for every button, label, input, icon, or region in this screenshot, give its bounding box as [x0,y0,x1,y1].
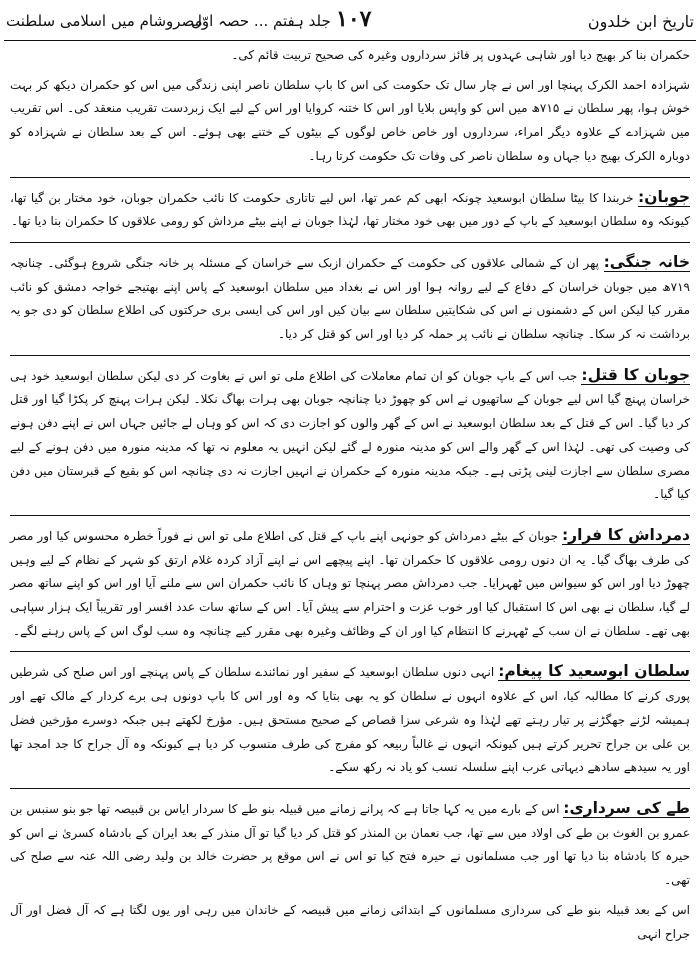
section-heading: خانہ جنگی: [603,252,690,271]
section-jauban-killing [10,364,690,507]
section-divider [10,788,690,789]
paragraph: جوبان کے بیٹے دمرداش کو جونہی اپنے باپ کے قتل کی اطلاع ملی تو اس نے فوراً خطرہ محسوس کیا اور مصر کی طرف بھاگ گیا۔ یہ ان دنوں رومی علاقوں کا حکمران تھا۔ اپنے پیچھے اس نے اپنے آزاد کردہ غلام ارتق کو شہر کے نظام کے لیے وہیں چھوڑ دیا اور اس کو سیواس میں ٹھہرایا۔ جب دمرداش مصر پہنچا تو وہاں کا نائب حکمران اس سے ملنے آیا اور اس کو اپنے ساتھ مصر لے گیا، سلطان نے بھی اس کا استقبال کیا اور خوب عزت و احترام سے پیش آیا۔ اس کے ساتھ سات عدد افسر اور تقریباً ایک ہزار سپاہی بھی تھے۔ سلطان نے ان سب کے ٹھہرنے کا انتظام کیا اور ان کے وظائف وغیرہ بھی مقرر کیے چنانچہ وہ سب لوگ اس کے پاس رہنے لگے۔ [10,528,690,638]
page-body [10,44,690,965]
section-heading: سلطان ابوسعید کا پیغام: [498,662,690,681]
section-heading: دمرداش کا فرار: [561,525,690,544]
header-divider [4,40,696,41]
section-jauban [10,186,690,234]
volume-part: جلد ہفتم ... حصہ اوّل [191,12,331,30]
section-abusaid-message [10,660,690,780]
section-heading: جوبان کا قتل: [581,365,690,384]
section-tay-leadership [10,797,690,893]
section-divider [10,177,690,178]
section-civil-war [10,251,690,347]
paragraph: اس کے بعد قبیلہ بنو طے کی سرداری مسلمانوں کے ابتدائی زمانے میں قبیصہ کے خاندان میں رہی اور یوں لگتا ہے کہ آل فضل اور آل جراح انہی [10,902,690,941]
section-divider [10,355,690,356]
part-label: حصہ اوّل [191,12,250,30]
section-divider [10,515,690,516]
book-title: تاریخ ابن خلدون [587,11,694,31]
section-heading: جوبان: [638,187,690,206]
section-divider [10,651,690,652]
paragraph: جب اس کے باپ جوبان کو ان تمام معاملات کی اطلاع ملی تو اس نے بغاوت کر دی لیکن سلطان ابوسعید خود ہی خراسان پہنچ گیا اس لیے جوبان کے ساتھیوں نے اس کو چھوڑ دیا چنانچہ جوبان بھی ہرات بھاگ نکلا۔ لیکن ہرات پہنچ کر پکڑا گیا اور قتل کر دیا گیا۔ اس کے قتل کے بعد سلطان ابوسعید نے اس کے گھر والوں کو اجازت دی کہ اس کو وہاں لے جائیں جہاں اس نے اپنے دفن ہونے کی وصیت کی تھی۔ لہٰذا اس کے گھر والے اس کو مدینہ منورہ لے گئے لیکن انہیں یہ معلوم نہ تھا کہ مدینہ منورہ میں دفن ہونے کے لیے مصری سلطان سے اجازت لینی پڑتی ہے۔ جبکہ مدینہ منورہ کے حکمران نے انہیں اجازت نہ دی چنانچہ اس کو بقیع کے قبرستان میں دفن کیا گیا۔ [10,368,690,502]
section-heading: طے کی سرداری: [563,798,690,817]
volume-label: جلد ہفتم [273,12,331,30]
section-damurdash-flight [10,524,690,644]
running-header [6,4,694,38]
paragraph: انہی دنوں سلطان ابوسعید کے سفیر اور نمائندے سلطان کے پاس پہنچے اور اس صلح کی شرطیں پوری کرنے کا مطالبہ کیا، اس کے علاوہ انہوں نے سلطان کو یہ بھی بتایا کہ وہ اور اس کا باپ دونوں ہی برے کردار کے مالک تھے اور ہمیشہ لڑنے جھگڑنے پر تیار رہتے تھے لہٰذا وہ شرعی سزا قصاص کے صحیح مستحق ہیں۔ مؤرخ لکھتے ہیں جبکہ دوسرے مؤرخین فضل بن علی بن جراح تحریر کرتے ہیں کیونکہ انہوں نے غالباً ربیعہ کو مفرج کی طرف منسوب کر دیا ہے کیونکہ وہ آل جراح کا جد امجد تھا اور یہ سیدھے سادھے دیہاتی عرب اپنے سلسلہ نسب کو یاد نہ رکھ سکے۔ [10,665,690,775]
paragraph: شہزادہ احمد الکرک پہنچا اور اس نے چار سال تک حکومت کی اس کا باپ سلطان ناصر اپنی زندگی میں اس کو حکمران دیکھ کر بہت خوش ہوا، پھر سلطان نے ۷۱۵ھ میں اس کو واپس بلایا اور اس کا ختنہ کروایا اور اس کے لیے ایک زبردست تقریب منعقد کی۔ اس تقریب میں شہزادے کے علاوہ دیگر امراء، سرداروں اور خاص خاص لوگوں کے بیٹوں کے ختنے بھی ہوئے۔ اس کے بعد سلطان نے شہزادہ کو دوبارہ الکرک بھیج دیا جہاں وہ سلطان ناصر کی وفات تک حکومت کرتا رہا۔ [10,77,690,163]
section-divider [10,242,690,243]
paragraph: پھر ان کے شمالی علاقوں کی حکومت کے حکمران ازبک سے خراسان کے مسئلہ پر خانہ جنگی شروع ہوگئی۔ چنانچہ ۷۱۹ھ میں جوبان خراسان کے دفاع کے لیے روانہ ہوا اور اس نے بغداد میں سلطان ابوسعید کے پاس اپنے بھتیجے خواجہ دمشق کو نائب مقرر کیا لیکن اس کے دشمنوں نے اس کی شکایتیں سلطان سے بیان کیں اور اس کی ایسی بری حرکتوں کی اطلاع سلطان کو دی جو یہ برداشت نہ کر سکا۔ چنانچہ سلطان نے نائب پر حملہ کر دیا اور اس کو قتل کر دیا۔ [10,255,690,342]
page-number: ۱۰۷ [336,6,372,32]
paragraph: اس کے بارے میں یہ کہا جاتا ہے کہ پرانے زمانے میں قبیلہ بنو طے کا سردار ایاس بن قبیصہ تھا جو بنو سنبس بن عمرو بن الغوث بن طے کی اولاد میں سے تھا، جب نعمان بن المنذر کو قتل کر دیا گیا تو آل منذر کے بعد ایران کے بادشاہ کسریٰ نے اس کو حیرہ کا بادشاہ بنا دیا تھا اور جب مسلمانوں نے حیرہ فتح کیا تو اس نے اس موقع پر حضرت خالد بن ولید رضی اللہ عنہ سے صلح کی تھی۔ [10,801,690,888]
paragraph: حکمران بنا کر بھیج دیا اور شاہی عہدوں پر فائز سرداروں وغیرہ کی صحیح تربیت قائم کی۔ [231,48,690,62]
section-title: مصروشام میں اسلامی سلطنت [6,12,203,30]
paragraph: خربندا کا بیٹا سلطان ابوسعید چونکہ ابھی کم عمر تھا، اس لیے تاتاری حکومت کا نائب حکمران جوبان، خود مختار بن گیا تھا، کیونکہ وہ سلطان ابوسعید کے باپ کے دور میں بھی خود مختار تھا، لہٰذا جوبان نے اپنے بیٹے مرداش کو رومی علاقوں کا حکمران بنا دیا تھا۔ [10,190,690,229]
